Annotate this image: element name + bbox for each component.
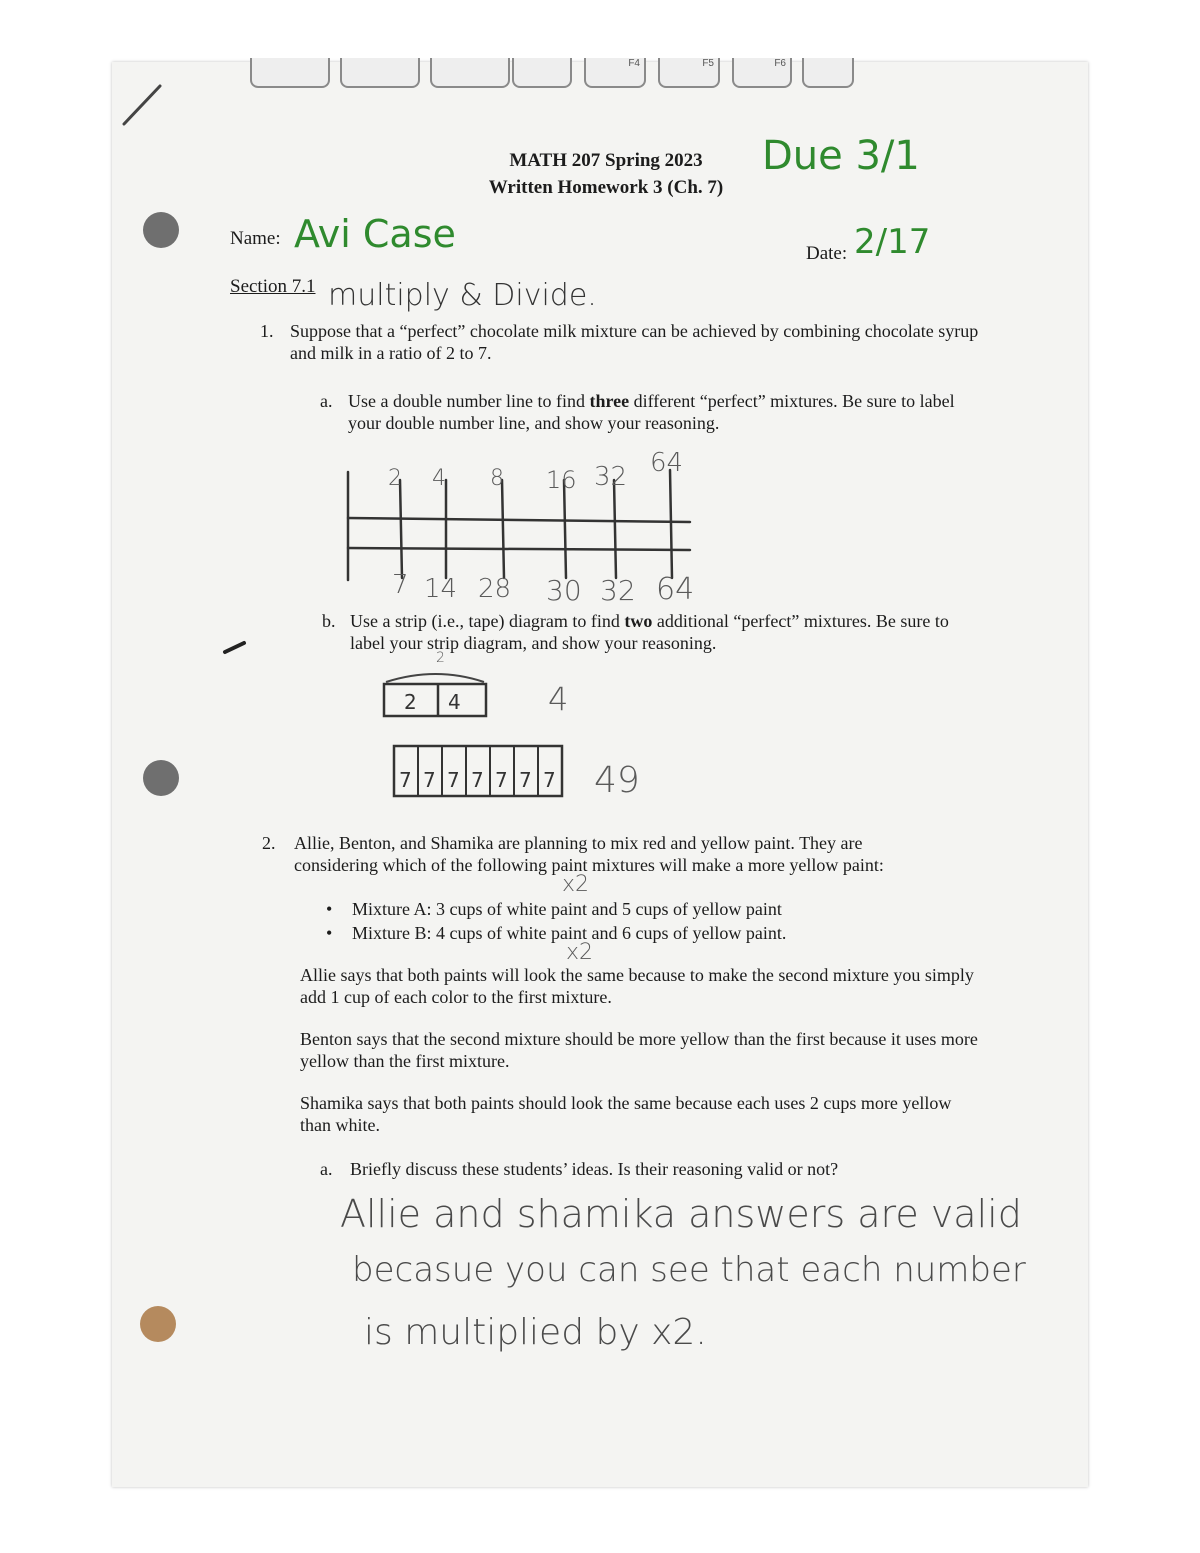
bottom-value: 14: [424, 574, 458, 604]
shamika-text: Shamika says that both paints should look the same because each uses 2 cups more yellow than white.: [300, 1093, 952, 1135]
punch-hole: [143, 760, 179, 796]
top-value: 4: [432, 466, 446, 491]
mixture-b: Mixture B: 4 cups of white paint and 6 cups of yellow paint.: [352, 923, 787, 943]
keyboard-key-f6: F6: [732, 58, 792, 88]
name-value: Avi Case: [294, 212, 456, 256]
strip1-brace-label: 2: [436, 650, 445, 666]
keyboard-key-f5: F5: [658, 58, 720, 88]
top-value: 8: [490, 466, 504, 491]
q2-number: 2.: [262, 833, 276, 853]
annotation-x2: x2: [566, 940, 594, 965]
strip2-cell: 7: [423, 768, 436, 792]
keyboard-key: [340, 58, 420, 88]
strip2-cell: 7: [399, 768, 412, 792]
top-value: 2: [388, 466, 402, 491]
assignment-title: Written Homework 3 (Ch. 7): [488, 177, 724, 198]
q2a-text: Briefly discuss these students’ ideas. Is their reasoning valid or not?: [350, 1159, 839, 1179]
section-heading: Section 7.1: [230, 276, 316, 297]
q2-intro: Allie, Benton, and Shamika are planning to mix red and yellow paint. They are considering which of the following paint mixtures will make a more yellow paint:: [294, 833, 884, 875]
name-label: Name:: [230, 228, 281, 249]
keyboard-edge: [250, 58, 860, 94]
strip1-result: 4: [548, 680, 569, 718]
course-title: MATH 207 Spring 2023: [509, 150, 703, 171]
date-label: Date:: [806, 243, 848, 264]
bottom-value: 30: [546, 574, 582, 607]
keyboard-key-f4: F4: [584, 58, 646, 88]
bullet: •: [326, 923, 333, 943]
strip2-cell: 7: [447, 768, 460, 792]
bottom-value: 28: [478, 574, 512, 604]
section-note: multiply & Divide.: [328, 278, 597, 313]
q1a-text: Use a double number line to find three different “perfect” mixtures. Be sure to label your double number line, and show your reasoning.: [348, 391, 955, 433]
due-note: Due 3/1: [762, 133, 920, 179]
q1-text: Suppose that a “perfect” chocolate milk mixture can be achieved by combining chocolate syrup and milk in a ratio of 2 to 7.: [290, 321, 979, 363]
strip1-cell: 2: [404, 690, 417, 714]
answer-line: Allie and shamika answers are valid: [340, 1192, 1022, 1236]
pencil-mark: [222, 638, 252, 658]
punch-hole: [143, 212, 179, 248]
answer-line: becasue you can see that each number: [352, 1250, 1026, 1290]
q1-number: 1.: [260, 321, 274, 341]
q1b-letter: b.: [322, 611, 336, 631]
top-value: 32: [594, 462, 628, 492]
keyboard-key: [250, 58, 330, 88]
annotation-x2: x2: [562, 872, 590, 897]
keyboard-key: [430, 58, 510, 88]
strip2-cell: 7: [543, 768, 556, 792]
allie-text: Allie says that both paints will look the same because to make the second mixture you simply add 1 cup of each color to the first mixture.: [300, 965, 974, 1007]
top-value: 16: [546, 466, 577, 494]
punch-hole: [140, 1306, 176, 1342]
answer-line: is multiplied by x2.: [364, 1312, 707, 1353]
strip2-cell: 7: [495, 768, 508, 792]
bottom-value: 7: [392, 570, 409, 600]
top-value: 64: [650, 448, 684, 478]
strip2-cell: 7: [471, 768, 484, 792]
q1b-text: Use a strip (i.e., tape) diagram to find two additional “perfect” mixtures. Be sure to label your strip diagram, and show your reasoning.: [350, 611, 949, 653]
pencil-mark: [120, 80, 180, 130]
strip2-cell: 7: [519, 768, 532, 792]
mixture-a: Mixture A: 3 cups of white paint and 5 cups of yellow paint: [352, 899, 782, 919]
keyboard-key: [512, 58, 572, 88]
q1a-letter: a.: [320, 391, 333, 411]
bottom-value: 32: [600, 574, 636, 607]
benton-text: Benton says that the second mixture should be more yellow than the first because it uses more yellow than the first mixture.: [300, 1029, 978, 1071]
bullet: •: [326, 899, 333, 919]
strip2-result: 49: [594, 760, 640, 801]
strip1-cell: 4: [448, 690, 461, 714]
q2a-letter: a.: [320, 1159, 333, 1179]
date-value: 2/17: [854, 222, 931, 262]
bottom-value: 64: [656, 572, 695, 607]
strip-diagram-1: [376, 660, 506, 725]
keyboard-key: [802, 58, 854, 88]
